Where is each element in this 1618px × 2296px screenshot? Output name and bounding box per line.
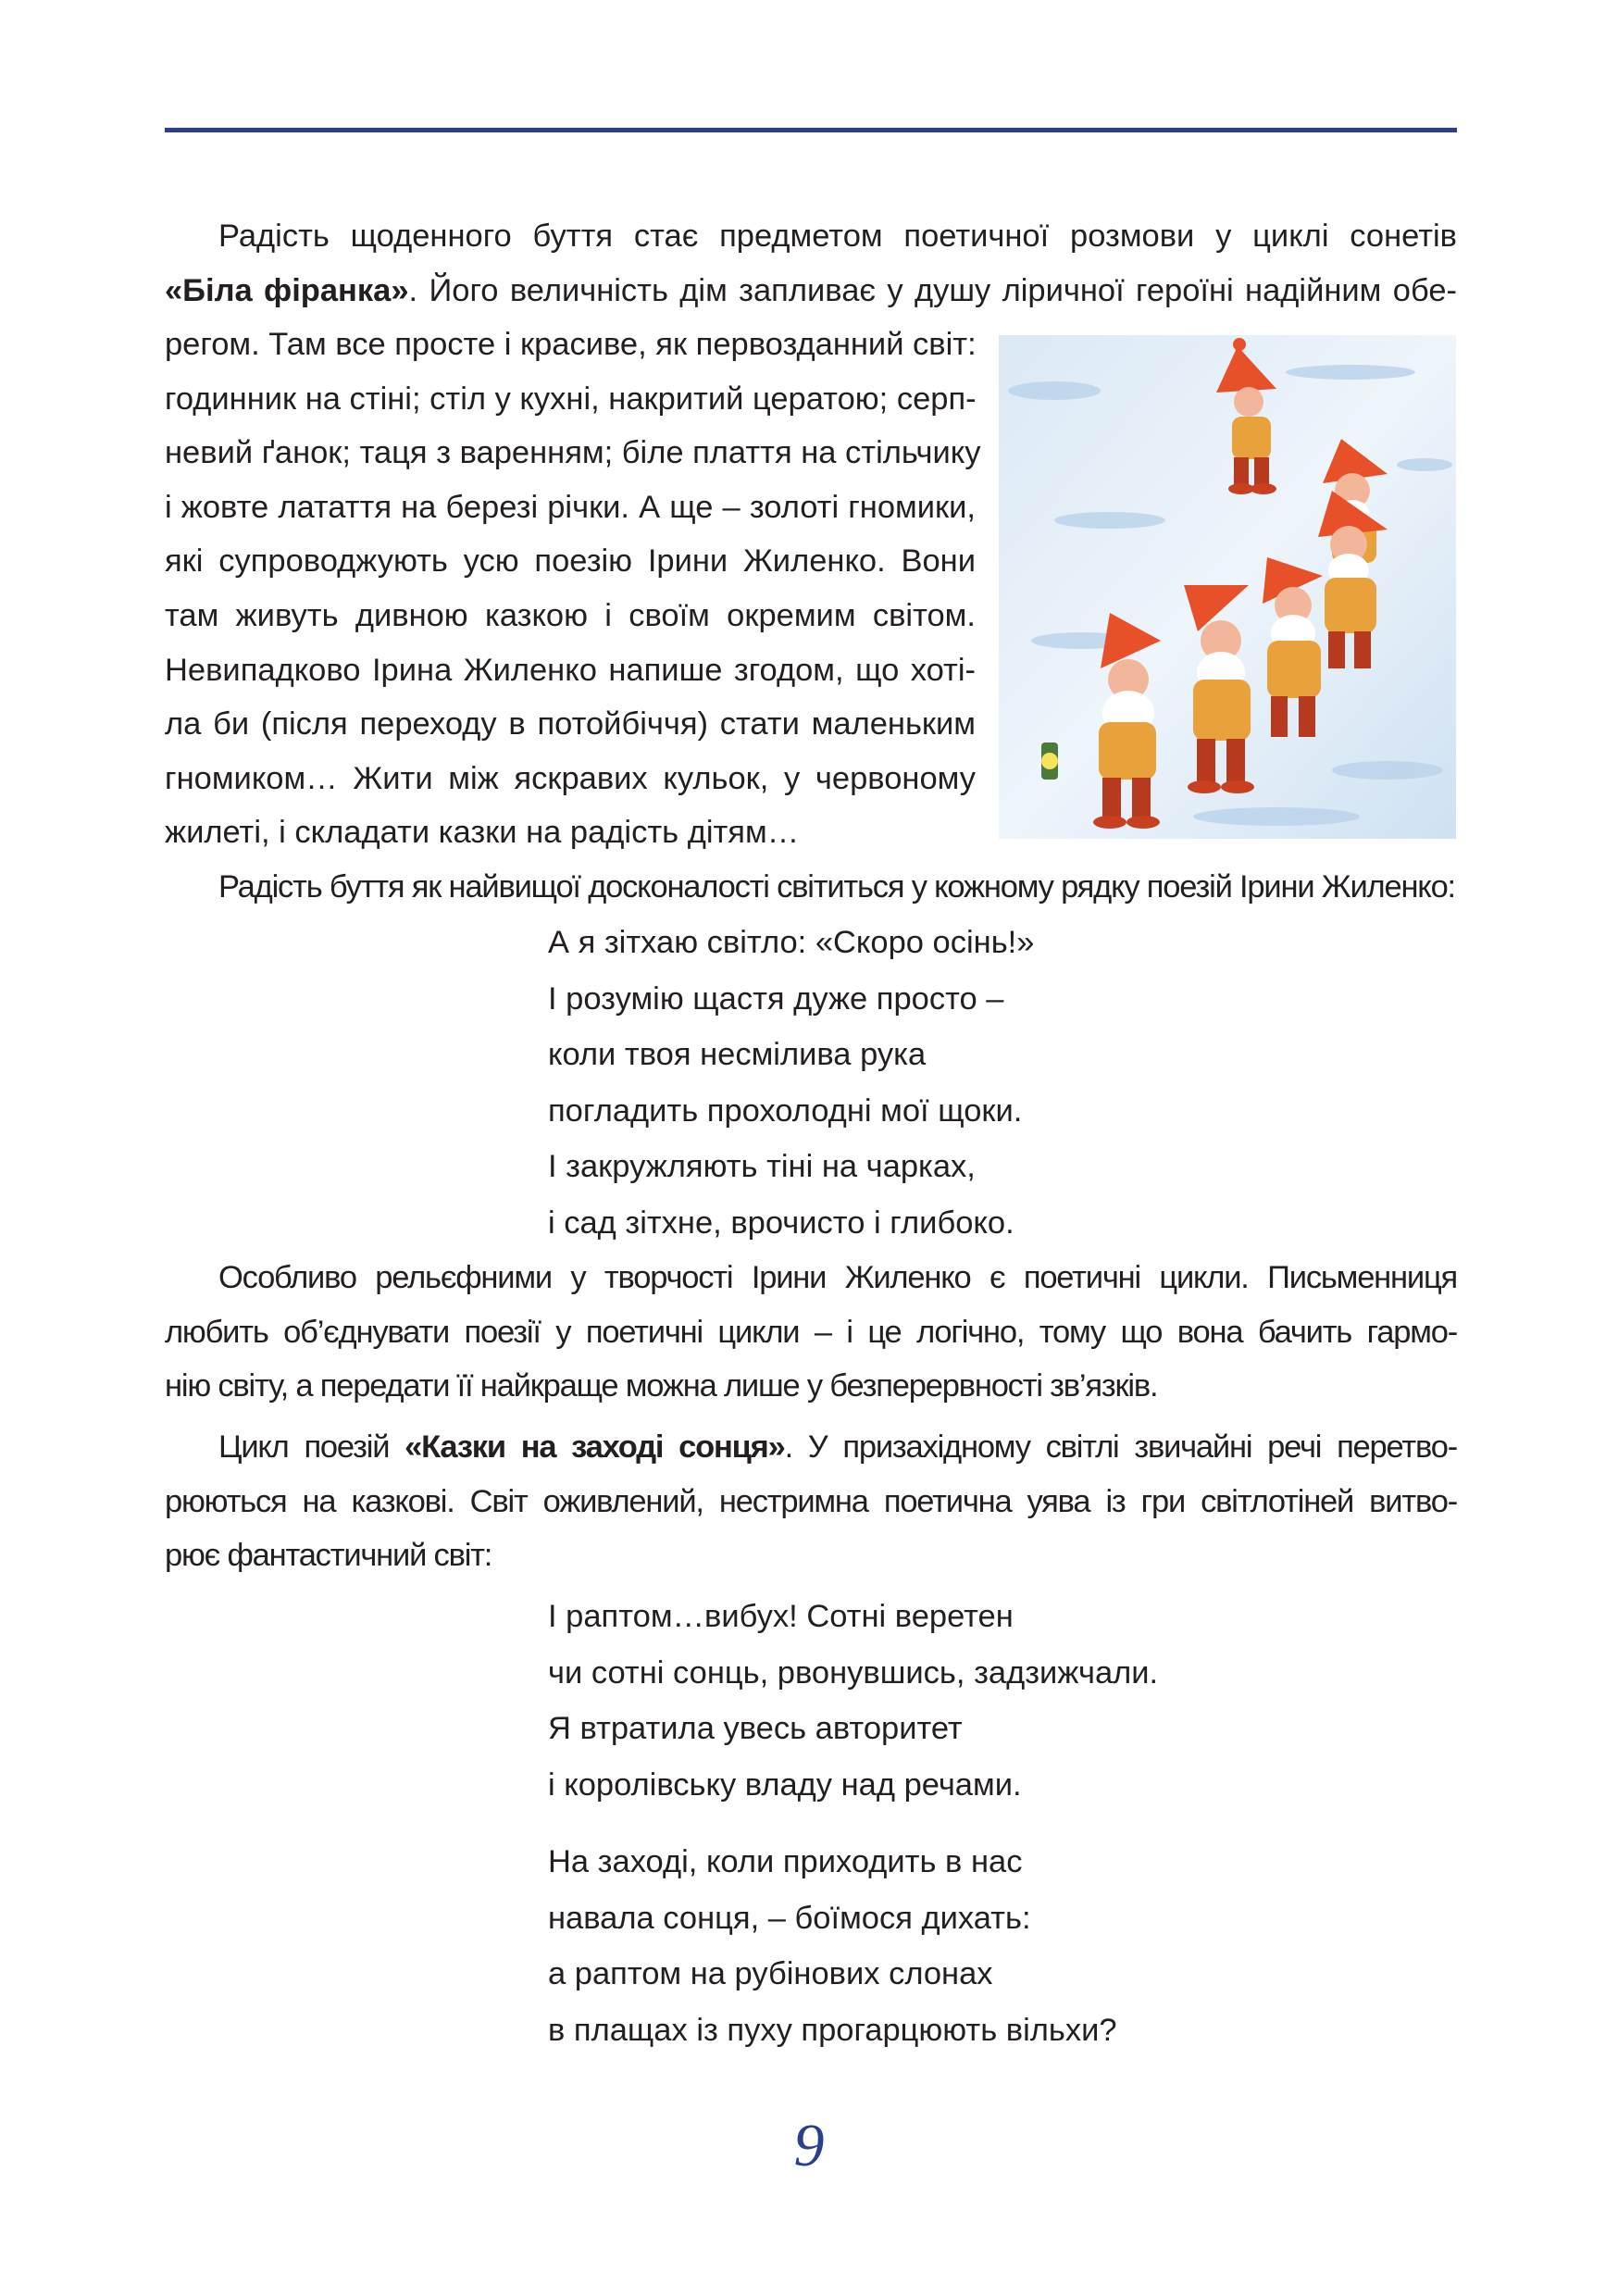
poem-line: І розумію щастя дуже просто –: [548, 980, 1004, 1017]
text-line: рює фантастичний світ:: [165, 1538, 492, 1574]
text-line: [165, 1420, 1457, 1475]
text-line: Невипадково Ірина Жиленко напише згодом, що хоті-: [165, 652, 976, 688]
text-line: Особливо рельєфними у творчості Ірини Жиленко є поетичні цикли. Письменниця: [218, 1260, 1457, 1295]
poem-line: і королівську владу над речами.: [548, 1766, 1022, 1803]
text-fragment: Цикл поезій: [218, 1429, 405, 1465]
text-line: Радість буття як найвищої досконалості світиться у кожному рядку поезій Ірини Жиленко:: [218, 869, 1455, 905]
text-line: [165, 264, 1457, 318]
paragraph-1-intro: [165, 209, 1457, 318]
gnomes-illustration: [999, 335, 1456, 839]
poem-2-stanza-1: [548, 1589, 1158, 1813]
cycle-title: «Казки на заході сонця»: [404, 1429, 785, 1465]
poem-1: [548, 915, 1034, 1251]
text-line: гномиком… Жити між яскравих кульок, у червоному: [165, 760, 976, 796]
text-line: які супроводжують усю поезію Ірини Жиленко. Вони: [165, 543, 976, 580]
page-number: 9: [793, 2112, 825, 2179]
paragraph-2: [165, 860, 1457, 915]
poem-line: І раптом…вибух! Сотні веретен: [548, 1599, 1014, 1634]
text-line: ла би (після переходу в потойбіччя) стати маленьким: [165, 706, 976, 742]
poem-line: а раптом на рубінових слонах: [548, 1956, 993, 1991]
text-fragment: . У призахідному світлі звичайні речі перетво-: [784, 1429, 1457, 1465]
poem-line: погладить прохолодні мої щоки.: [548, 1092, 1023, 1129]
poem-line: А я зітхаю світло: «Скоро осінь!»: [548, 925, 1035, 960]
poem-line: Я втратила увесь авторитет: [548, 1711, 963, 1746]
poem-line: чи сотні сонць, рвонувшись, задзижчали.: [548, 1654, 1159, 1691]
poem-line: навала сонця, – боїмося дихать:: [548, 1900, 1031, 1936]
text-line: нію світу, а передати її найкраще можна лише у безперервності зв’язків.: [165, 1368, 1158, 1404]
poem-line: в плащах із пуху прогарцюють вільхи?: [548, 2012, 1117, 2048]
poem-line: На заході, коли приходить в нас: [548, 1844, 1023, 1879]
text-line: невий ґанок; таця з варенням; біле плаття на стільчику: [165, 435, 981, 471]
text-line: жилеті, і складати казки на радість дітям…: [165, 815, 800, 851]
header-rule: [165, 128, 1457, 132]
poem-2-stanza-2: [548, 1834, 1117, 2058]
paragraph-4: [165, 1420, 1457, 1583]
poem-line: І закружляють тіні на чарках,: [548, 1149, 976, 1184]
paragraph-3: [165, 1251, 1457, 1414]
poem-line: і сад зітхне, врочисто і глибоко.: [548, 1204, 1014, 1241]
text-line: там живуть дивною казкою і своїм окремим світом.: [165, 597, 976, 633]
text-line: регом. Там все просте і красиве, як первозданний світ:: [165, 327, 977, 362]
text-line: любить об’єднувати поезії у поетичні цикли – і це логічно, тому що вона бачить гармо-: [165, 1314, 1457, 1350]
cycle-title: «Біла фіранка»: [165, 272, 409, 308]
paragraph-1-body: [165, 318, 981, 860]
text-line: годинник на стіні; стіл у кухні, накритий цератою; серп-: [165, 381, 977, 417]
text-line: Радість щоденного буття стає предметом поетичної розмови у циклі сонетів: [218, 218, 1457, 254]
text-fragment: . Його величність дім запливає у душу ліричної героїні надійним обе-: [408, 272, 1457, 308]
text-line: рюються на казкові. Світ оживлений, нестримна поетична уява із гри світлотіней витво-: [165, 1483, 1457, 1519]
text-line: і жовте латаття на березі річки. А ще – золоті гномики,: [165, 489, 976, 525]
poem-line: коли твоя несмілива рука: [548, 1037, 927, 1072]
